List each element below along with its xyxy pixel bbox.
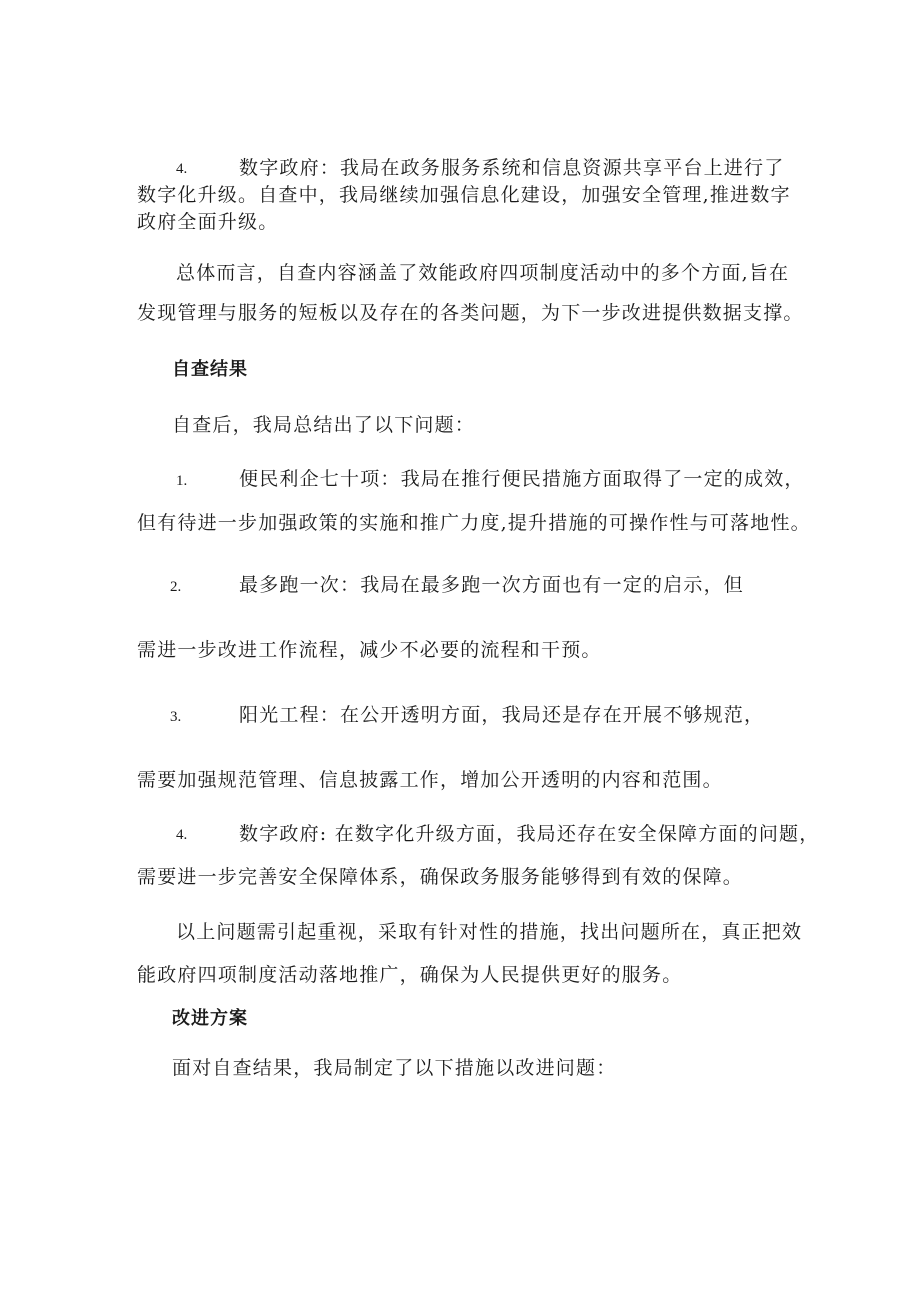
item-number: 2. [170,579,182,595]
paragraph-line: 需要加强规范管理、信息披露工作，增加公开透明的内容和范围。 [137,769,723,791]
paragraph-line: 以上问题需引起重视，采取有针对性的措施，找出问题所在，真正把效 [176,921,803,943]
paragraph-line: 需要进一步完善安全保障体系，确保政务服务能够得到有效的保障。 [137,866,744,888]
paragraph-line: 政府全面升级。 [137,211,279,233]
item-number: 4. [176,161,188,177]
paragraph-line: 数字化升级。自查中，我局继续加强信息化建设，加强安全管理,推进数字 [137,184,791,206]
item-number: 4. [176,827,188,843]
section-heading: 自查结果 [172,359,248,380]
paragraph-line: 数字政府：我局在政务服务系统和信息资源共享平台上进行了 [239,157,785,179]
paragraph-line: 面对自查结果，我局制定了以下措施以改进问题： [172,1057,617,1079]
paragraph-line: 数字政府: 在数字化升级方面，我局还存在安全保障方面的问题， [239,823,820,845]
paragraph-line: 能政府四项制度活动落地推广，确保为人民提供更好的服务。 [137,964,683,986]
paragraph-line: 需进一步改进工作流程，减少不必要的流程和干预。 [137,639,602,661]
paragraph-line: 最多跑一次：我局在最多跑一次方面也有一定的启示，但 [239,574,745,596]
paragraph-line: 发现管理与服务的短板以及存在的各类问题，为下一步改进提供数据支撑。 [137,302,804,324]
paragraph-line: 自查后，我局总结出了以下问题： [172,414,476,436]
paragraph-line: 但有待进一步加强政策的实施和推广力度,提升措施的可操作性与可落地性。 [137,512,811,534]
section-heading: 改进方案 [172,1008,248,1029]
item-number: 3. [170,709,182,725]
item-number: 1. [176,473,188,489]
paragraph-line: 总体而言，自查内容涵盖了效能政府四项制度活动中的多个方面,旨在 [176,262,790,284]
paragraph-line: 阳光工程：在公开透明方面，我局还是存在开展不够规范， [239,704,765,726]
paragraph-line: 便民利企七十项：我局在推行便民措施方面取得了一定的成效， [239,468,805,490]
